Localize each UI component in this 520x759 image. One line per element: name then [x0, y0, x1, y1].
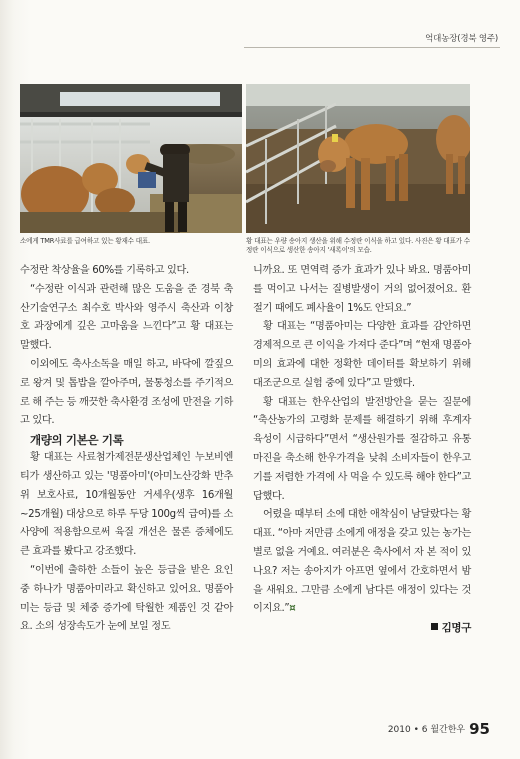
paragraph: 황 대표는 한우산업의 발전방안을 묻는 질문에 “축산농가의 고령화 문제를 해결하기 위해 후계자 육성이 시급하다”면서 “생산원가를 절감하고 유통마진을 축소해 한우가격을 낮춰 소비자들이 한우고기를 저렴한 가격에 사 먹을 수 있도록 해야 한다”고 답했다. — [253, 396, 471, 502]
paragraph: “이번에 출하한 소들이 높은 등급을 받은 요인 중 하나가 명품아미라고 확신하고 있어요. 명품아미는 등급 및 체중 증가에 탁월한 제품인 것 같아요. 소의 성장속도가 눈에 보일 정도 — [20, 564, 233, 633]
paragraph: 황 대표는 사료첨가제전문생산업체인 누보비엔티가 생산하고 있는 '명품아미'(아미노산강화 반추위 보호사료, 10개월동안 거세우(생후 16개월~25개월) 대상으로 하루 두당 100g씩 급여)를 소 사양에 적용함으로써 육질 개선은 물론 증체에도 큰 효과를 봤다고 강조했다. — [20, 452, 233, 558]
author-name: 김명구 — [441, 622, 471, 635]
square-bullet-icon — [431, 623, 438, 630]
author-byline — [253, 619, 471, 638]
page-footer — [388, 720, 490, 738]
photo-caption-right: 황 대표는 우량 송아지 생산을 위해 수정란 이식을 하고 있다. 사진은 황 대표가 수정란 이식으로 생산한 송아지 '새록이'의 모습. — [246, 237, 470, 254]
photo-caption-left: 소에게 TMR사료를 급여하고 있는 황재수 대표. — [20, 237, 150, 245]
photo-calf-saerogi — [246, 84, 470, 233]
paragraph: 황 대표는 “명품아미는 다양한 효과를 감안하면 경제적으로 큰 이익을 가져다 준다”며 “현재 명품아미의 효과에 대한 정확한 데이터를 확보하기 위해 대조군으로 실험 중에 있다”고 말했다. — [253, 321, 471, 389]
section-header: 억대농장(경북 영주) — [425, 34, 498, 44]
paragraph-text: 어렸을 때부터 소에 대한 애착심이 남달랐다는 황 대표. “아마 저만큼 소에게 애정을 갖고 있는 농가는 별로 없을 거예요. 여러분은 축사에서 자 본 적이 있나요? 저는 송아지가 아프면 옆에서 간호하면서 밤을 새워요. 그만큼 소에게 남다른 애정이 있다는 것이지요.” — [253, 509, 471, 615]
paragraph — [253, 506, 471, 619]
article-column-left — [20, 262, 233, 637]
header-rule — [244, 47, 500, 48]
section-subheading: 개량의 기본은 기록 — [30, 433, 124, 448]
end-mark: ¤ — [289, 603, 296, 615]
paragraph: 수정란 착상율을 60%를 기록하고 있다. — [20, 265, 189, 276]
page-number: 95 — [469, 720, 490, 738]
photo-farmer-feeding — [20, 84, 242, 233]
article-column-right — [253, 262, 471, 638]
issue-label: 2010 • 6 월간한우 — [387, 725, 466, 735]
paragraph: 니까요. 또 면역력 증가 효과가 있나 봐요. 명품아미를 먹이고 나서는 질병발생이 거의 없어졌어요. 환절기 때에도 폐사율이 1%도 안되요.” — [253, 265, 471, 314]
paragraph: 이외에도 축사소독을 매일 하고, 바닥에 깔짚으로 왕겨 및 톱밥을 깔아주며, 물통청소를 주기적으로 해 주는 등 깨끗한 축사환경 조성에 만전을 기하고 있다. — [20, 358, 233, 427]
paragraph: “수정란 이식과 관련해 많은 도움을 준 경북 축산기술연구소 최수호 박사와 영주시 축산과 이창호 과장에게 깊은 고마움을 느낀다”고 황 대표는 말했다. — [20, 283, 233, 352]
